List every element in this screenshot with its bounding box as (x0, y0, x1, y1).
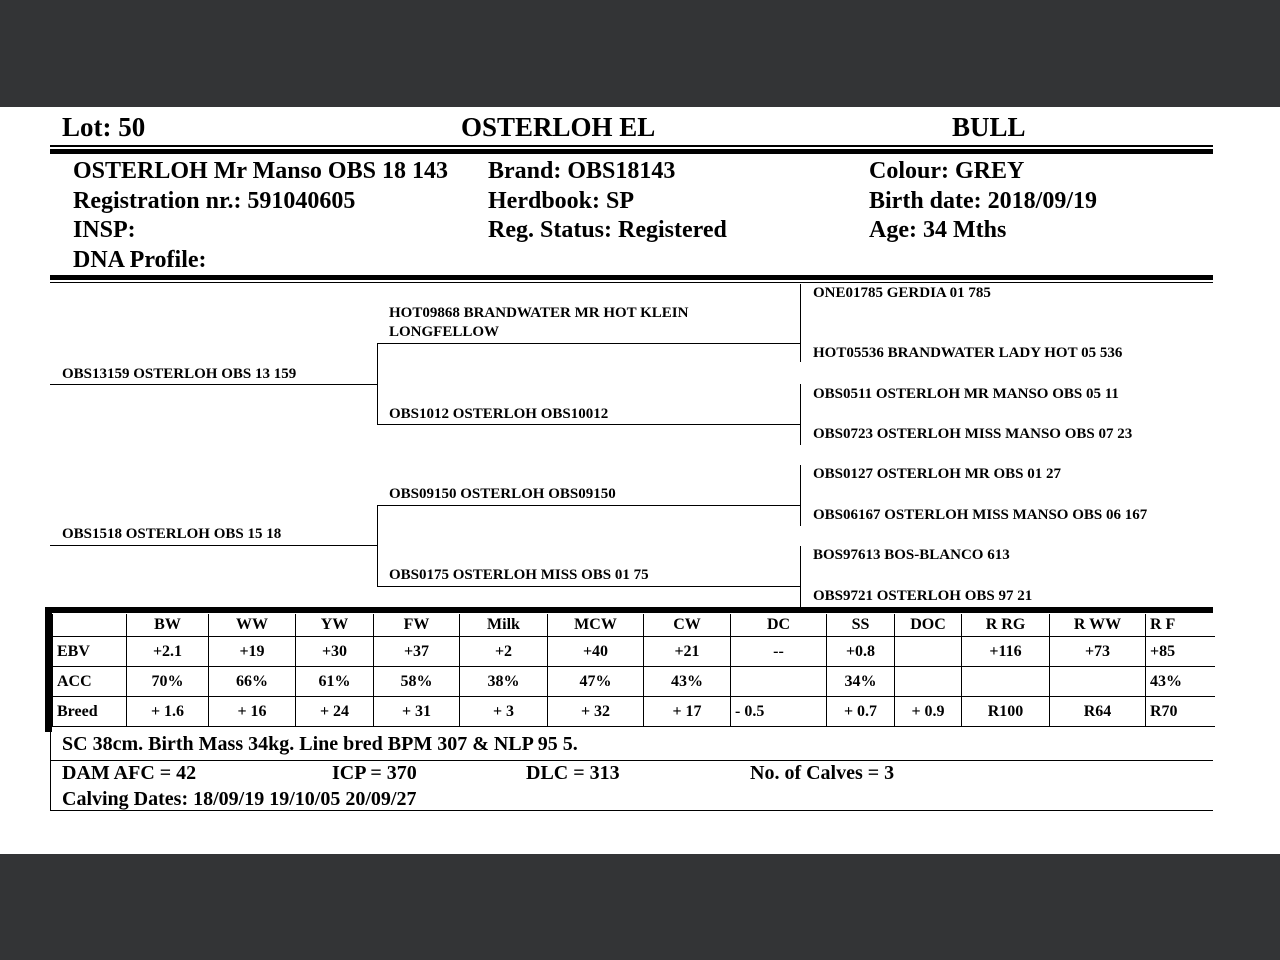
breeder-name: OSTERLOH EL (461, 112, 656, 142)
herdbook: Herdbook: SP (488, 188, 635, 214)
ebv-cell: +2.1 (127, 637, 209, 667)
pedigree-dam-line (50, 545, 378, 546)
remarks-left-border (50, 732, 51, 811)
ebv-header-row (53, 614, 1215, 637)
ebv-cell: R100 (962, 697, 1050, 727)
ebv-top-border (45, 607, 1213, 613)
pedigree-dam-sire: OBS09150 OSTERLOH OBS09150 (389, 486, 616, 502)
pedigree-ddd: OBS9721 OSTERLOH OBS 97 21 (813, 588, 1033, 604)
pedigree-dam: OBS1518 OSTERLOH OBS 15 18 (62, 526, 282, 542)
pedigree-dam-dam: OBS0175 OSTERLOH MISS OBS 01 75 (389, 567, 649, 583)
animal-name: OSTERLOH Mr Manso OBS 18 143 (73, 158, 448, 184)
ebv-table (52, 614, 1215, 727)
ebv-cell: + 0.7 (827, 697, 895, 727)
ebv-left-border (45, 607, 52, 732)
ebv-cell: + 16 (209, 697, 296, 727)
pedigree-ss-line (377, 343, 801, 344)
ebv-cell: -- (731, 637, 827, 667)
ebv-row-ebv (53, 637, 1215, 667)
ebv-col-header: WW (209, 614, 296, 637)
ebv-cell: 58% (374, 667, 460, 697)
ebv-cell: +116 (962, 637, 1050, 667)
pedigree-sire-sire-line1: HOT09868 BRANDWATER MR HOT KLEIN (389, 305, 689, 321)
ebv-cell: + 17 (644, 697, 731, 727)
header-divider-thick (50, 149, 1213, 154)
brand: Brand: OBS18143 (488, 158, 676, 184)
ebv-cell (731, 667, 827, 697)
insp-label: INSP: (73, 217, 136, 243)
pedigree-sire-dam: OBS1012 OSTERLOH OBS10012 (389, 406, 609, 422)
ebv-cell: +73 (1050, 637, 1146, 667)
ebv-col-header: FW (374, 614, 460, 637)
ebv-cell: 66% (209, 667, 296, 697)
birth-date: Birth date: 2018/09/19 (869, 188, 1097, 214)
ebv-cell: 61% (296, 667, 374, 697)
ebv-col-header: Milk (460, 614, 548, 637)
ebv-col-header: BW (127, 614, 209, 637)
ebv-cell (1050, 667, 1146, 697)
ebv-cell: + 3 (460, 697, 548, 727)
ebv-cell: 43% (644, 667, 731, 697)
ebv-cell: +40 (548, 637, 644, 667)
pedigree-g3-bracket-3 (800, 465, 801, 526)
ebv-row-breed (53, 697, 1215, 727)
remarks-divider (50, 760, 1213, 761)
ebv-cell: R70 (1146, 697, 1215, 727)
ebv-cell: +19 (209, 637, 296, 667)
pedigree-sire: OBS13159 OSTERLOH OBS 13 159 (62, 366, 297, 382)
ebv-cell: + 31 (374, 697, 460, 727)
registration-number: Registration nr.: 591040605 (73, 188, 356, 214)
ebv-cell: +2 (460, 637, 548, 667)
ebv-col-header: YW (296, 614, 374, 637)
age: Age: 34 Mths (869, 217, 1007, 243)
ebv-cell: 38% (460, 667, 548, 697)
ebv-cell: 70% (127, 667, 209, 697)
ebv-col-header: MCW (548, 614, 644, 637)
ebv-col-header: DC (731, 614, 827, 637)
animal-sex: BULL (952, 112, 1026, 142)
ebv-row-acc (53, 667, 1215, 697)
pedigree-dd-line (377, 586, 801, 587)
ebv-cell: +0.8 (827, 637, 895, 667)
ebv-cell (895, 667, 962, 697)
pedigree-sd-line (377, 424, 801, 425)
info-divider-thin (50, 282, 1213, 283)
ebv-cell: + 24 (296, 697, 374, 727)
dam-dlc: DLC = 313 (526, 762, 620, 784)
ebv-cell: 43% (1146, 667, 1215, 697)
pedigree-dss: OBS0127 OSTERLOH MR OBS 01 27 (813, 466, 1061, 482)
remarks-text: SC 38cm. Birth Mass 34kg. Line bred BPM 307 & NLP 95 5. (62, 733, 578, 755)
dam-afc: DAM AFC = 42 (62, 762, 197, 784)
dam-calves: No. of Calves = 3 (750, 762, 895, 784)
pedigree-ssd: HOT05536 BRANDWATER LADY HOT 05 536 (813, 345, 1123, 361)
pedigree-ds-line (377, 505, 801, 506)
ebv-col-header: R RG (962, 614, 1050, 637)
ebv-cell: 47% (548, 667, 644, 697)
pedigree-dds: BOS97613 BOS-BLANCO 613 (813, 547, 1010, 563)
dna-profile-label: DNA Profile: (73, 247, 207, 273)
pedigree-sss: ONE01785 GERDIA 01 785 (813, 285, 991, 301)
pedigree-sire-sire (389, 304, 688, 342)
ebv-col-header: DOC (895, 614, 962, 637)
ebv-cell: + 0.9 (895, 697, 962, 727)
ebv-cell: R64 (1050, 697, 1146, 727)
ebv-col-header: R WW (1050, 614, 1146, 637)
ebv-row-label: EBV (53, 637, 127, 667)
ebv-col-header: SS (827, 614, 895, 637)
ebv-col-header: CW (644, 614, 731, 637)
ebv-cell: +21 (644, 637, 731, 667)
ebv-cell: +85 (1146, 637, 1215, 667)
lot-number: Lot: 50 (62, 112, 146, 142)
sheet-bottom-border (50, 810, 1213, 811)
ebv-col-header: R F (1146, 614, 1215, 637)
pedigree-g3-bracket-4 (800, 546, 801, 607)
colour: Colour: GREY (869, 158, 1025, 184)
dam-icp: ICP = 370 (332, 762, 417, 784)
pedigree-sire-bracket (377, 343, 378, 425)
pedigree-sire-line (50, 384, 378, 385)
catalogue-sheet (0, 107, 1280, 854)
ebv-cell: 34% (827, 667, 895, 697)
header-divider-thin (50, 145, 1213, 147)
pedigree-g3-bracket-1 (800, 284, 801, 362)
ebv-cell: + 32 (548, 697, 644, 727)
calving-dates: Calving Dates: 18/09/19 19/10/05 20/09/27 (62, 788, 417, 810)
ebv-cell: + 1.6 (127, 697, 209, 727)
ebv-cell (895, 637, 962, 667)
pedigree-dam-bracket (377, 505, 378, 587)
pedigree-sdd: OBS0723 OSTERLOH MISS MANSO OBS 07 23 (813, 426, 1133, 442)
ebv-col-header (53, 614, 127, 637)
ebv-cell: +30 (296, 637, 374, 667)
ebv-row-label: ACC (53, 667, 127, 697)
reg-status: Reg. Status: Registered (488, 217, 727, 243)
pedigree-g3-bracket-2 (800, 384, 801, 445)
pedigree-sds: OBS0511 OSTERLOH MR MANSO OBS 05 11 (813, 386, 1119, 402)
ebv-cell: +37 (374, 637, 460, 667)
ebv-cell (962, 667, 1050, 697)
pedigree-dsd: OBS06167 OSTERLOH MISS MANSO OBS 06 167 (813, 507, 1148, 523)
ebv-row-label: Breed (53, 697, 127, 727)
pedigree-sire-sire-line2: LONGFELLOW (389, 324, 500, 340)
ebv-cell: - 0.5 (731, 697, 827, 727)
info-divider-thick (50, 275, 1213, 280)
